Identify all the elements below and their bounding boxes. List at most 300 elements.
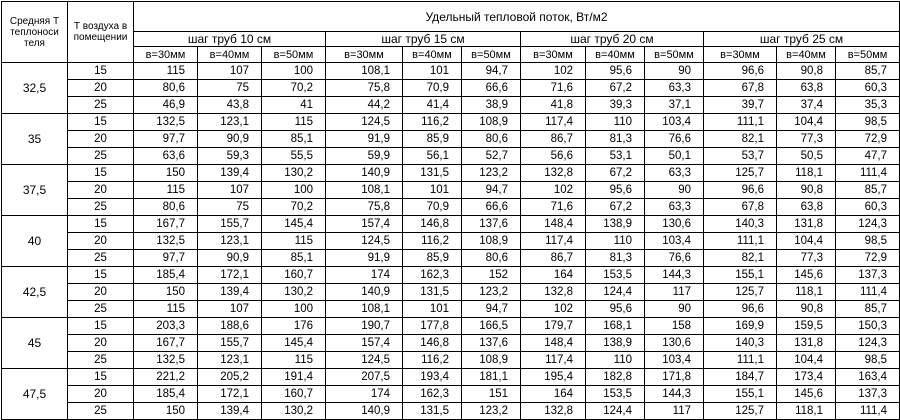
flux-value-cell: 159,5 (777, 318, 836, 335)
flux-value-cell: 195,4 (521, 369, 586, 386)
b-value-header: в=40мм (777, 47, 836, 63)
air-temp-cell: 25 (68, 97, 134, 114)
flux-value-cell: 168,1 (586, 318, 645, 335)
air-temp-cell: 25 (68, 199, 134, 216)
flux-value-cell: 77,3 (777, 131, 836, 148)
b-value-header: в=50мм (645, 47, 704, 63)
flux-value-cell: 102 (521, 182, 586, 199)
flux-value-cell: 50,5 (777, 148, 836, 165)
flux-value-cell: 97,7 (134, 250, 198, 267)
coolant-temp-cell: 35 (2, 114, 68, 165)
flux-value-cell: 115 (134, 63, 198, 80)
flux-value-cell: 157,4 (326, 216, 403, 233)
flux-value-cell: 153,5 (586, 267, 645, 284)
flux-value-cell: 144,3 (645, 267, 704, 284)
flux-value-cell: 185,4 (134, 386, 198, 403)
flux-value-cell: 155,1 (704, 386, 777, 403)
flux-value-cell: 63,8 (777, 80, 836, 97)
flux-value-cell: 55,5 (262, 148, 326, 165)
b-value-header: в=30мм (521, 47, 586, 63)
flux-value-cell: 91,9 (326, 131, 403, 148)
flux-value-cell: 123,1 (198, 352, 262, 369)
flux-value-cell: 111,4 (836, 403, 900, 420)
flux-value-cell: 145,4 (262, 216, 326, 233)
flux-value-cell: 63,6 (134, 148, 198, 165)
air-temp-cell: 15 (68, 114, 134, 131)
flux-value-cell: 111,1 (704, 352, 777, 369)
flux-value-cell: 90 (645, 63, 704, 80)
flux-value-cell: 41 (262, 97, 326, 114)
flux-value-cell: 101 (403, 182, 462, 199)
flux-value-cell: 169,9 (704, 318, 777, 335)
flux-value-cell: 131,8 (777, 335, 836, 352)
flux-value-cell: 117 (645, 403, 704, 420)
flux-value-cell: 108,9 (462, 233, 521, 250)
flux-value-cell: 35,3 (836, 97, 900, 114)
flux-value-cell: 38,9 (462, 97, 521, 114)
flux-value-cell: 37,4 (777, 97, 836, 114)
flux-value-cell: 116,2 (403, 233, 462, 250)
air-temp-cell: 25 (68, 301, 134, 318)
flux-value-cell: 103,4 (645, 233, 704, 250)
table-row (2, 97, 900, 114)
flux-value-cell: 167,7 (134, 335, 198, 352)
flux-value-cell: 108,9 (462, 352, 521, 369)
flux-value-cell: 59,9 (326, 148, 403, 165)
flux-value-cell: 131,5 (403, 284, 462, 301)
flux-value-cell: 94,7 (462, 301, 521, 318)
air-temp-cell: 20 (68, 131, 134, 148)
flux-value-cell: 151 (462, 386, 521, 403)
flux-value-cell: 160,7 (262, 267, 326, 284)
flux-value-cell: 60,3 (836, 199, 900, 216)
flux-value-cell: 115 (262, 114, 326, 131)
table-row (2, 386, 900, 403)
b-value-header: в=50мм (462, 47, 521, 63)
flux-value-cell: 125,7 (704, 284, 777, 301)
flux-value-cell: 43,8 (198, 97, 262, 114)
b-value-header: в=30мм (326, 47, 403, 63)
flux-value-cell: 96,6 (704, 182, 777, 199)
flux-value-cell: 110 (586, 352, 645, 369)
flux-value-cell: 111,4 (836, 284, 900, 301)
flux-value-cell: 137,3 (836, 267, 900, 284)
flux-value-cell: 115 (262, 233, 326, 250)
flux-value-cell: 81,3 (586, 131, 645, 148)
flux-value-cell: 174 (326, 386, 403, 403)
pipe-step-header-2: шаг труб 15 см (326, 32, 521, 47)
table-row (2, 369, 900, 386)
flux-value-cell: 111,4 (836, 165, 900, 182)
flux-value-cell: 139,4 (198, 403, 262, 420)
air-temp-cell: 15 (68, 63, 134, 80)
flux-value-cell: 67,8 (704, 80, 777, 97)
flux-value-cell: 130,6 (645, 335, 704, 352)
flux-value-cell: 67,8 (704, 199, 777, 216)
flux-value-cell: 75 (198, 199, 262, 216)
table-row (2, 267, 900, 284)
flux-value-cell: 150 (134, 284, 198, 301)
coolant-temp-cell: 42,5 (2, 267, 68, 318)
flux-value-cell: 104,4 (777, 352, 836, 369)
flux-value-cell: 75 (198, 80, 262, 97)
flux-value-cell: 140,3 (704, 216, 777, 233)
flux-value-cell: 98,5 (836, 114, 900, 131)
flux-value-cell: 108,1 (326, 63, 403, 80)
flux-value-cell: 76,6 (645, 131, 704, 148)
flux-value-cell: 167,7 (134, 216, 198, 233)
flux-value-cell: 95,6 (586, 63, 645, 80)
flux-value-cell: 85,1 (262, 250, 326, 267)
table-row (2, 216, 900, 233)
flux-value-cell: 96,6 (704, 63, 777, 80)
table-row (2, 284, 900, 301)
flux-value-cell: 145,6 (777, 386, 836, 403)
flux-value-cell: 152 (462, 267, 521, 284)
flux-value-cell: 164 (521, 386, 586, 403)
flux-value-cell: 96,6 (704, 301, 777, 318)
flux-value-cell: 85,7 (836, 63, 900, 80)
flux-value-cell: 108,1 (326, 182, 403, 199)
flux-value-cell: 75,8 (326, 199, 403, 216)
flux-value-cell: 139,4 (198, 165, 262, 182)
flux-value-cell: 100 (262, 63, 326, 80)
flux-value-cell: 102 (521, 301, 586, 318)
flux-value-cell: 108,1 (326, 301, 403, 318)
air-temp-cell: 25 (68, 403, 134, 420)
b-value-header: в=30мм (704, 47, 777, 63)
flux-value-cell: 71,6 (521, 199, 586, 216)
flux-value-cell: 137,6 (462, 335, 521, 352)
flux-value-cell: 146,8 (403, 216, 462, 233)
flux-value-cell: 146,8 (403, 335, 462, 352)
flux-value-cell: 39,3 (586, 97, 645, 114)
table-row (2, 335, 900, 352)
flux-value-cell: 107 (198, 63, 262, 80)
coolant-temp-cell: 40 (2, 216, 68, 267)
flux-value-cell: 60,3 (836, 80, 900, 97)
flux-value-cell: 72,9 (836, 131, 900, 148)
pipe-step-header-4: шаг труб 25 см (704, 32, 900, 47)
flux-value-cell: 140,3 (704, 335, 777, 352)
flux-value-cell: 182,8 (586, 369, 645, 386)
table-row (2, 352, 900, 369)
flux-value-cell: 153,5 (586, 386, 645, 403)
flux-value-cell: 124,5 (326, 114, 403, 131)
flux-value-cell: 90,8 (777, 182, 836, 199)
flux-value-cell: 145,4 (262, 335, 326, 352)
flux-value-cell: 131,5 (403, 403, 462, 420)
b-value-header: в=30мм (134, 47, 198, 63)
table-row (2, 318, 900, 335)
flux-value-cell: 85,7 (836, 182, 900, 199)
flux-value-cell: 123,1 (198, 114, 262, 131)
flux-value-cell: 155,7 (198, 335, 262, 352)
flux-value-cell: 131,5 (403, 165, 462, 182)
flux-value-cell: 86,7 (521, 131, 586, 148)
coolant-temp-cell: 37,5 (2, 165, 68, 216)
flux-value-cell: 158 (645, 318, 704, 335)
air-temp-cell: 20 (68, 80, 134, 97)
flux-value-cell: 104,4 (777, 114, 836, 131)
flux-value-cell: 132,8 (521, 284, 586, 301)
flux-value-cell: 108,9 (462, 114, 521, 131)
flux-value-cell: 59,3 (198, 148, 262, 165)
b-value-header: в=40мм (198, 47, 262, 63)
coolant-temp-cell: 32,5 (2, 63, 68, 114)
flux-value-cell: 130,2 (262, 284, 326, 301)
flux-value-cell: 144,3 (645, 386, 704, 403)
b-value-header: в=40мм (586, 47, 645, 63)
air-temp-cell: 15 (68, 318, 134, 335)
flux-value-cell: 85,9 (403, 250, 462, 267)
flux-value-cell: 130,6 (645, 216, 704, 233)
flux-value-cell: 207,5 (326, 369, 403, 386)
flux-value-cell: 46,9 (134, 97, 198, 114)
flux-value-cell: 118,1 (777, 403, 836, 420)
flux-value-cell: 115 (134, 182, 198, 199)
flux-value-cell: 111,1 (704, 114, 777, 131)
table-row (2, 403, 900, 420)
flux-value-cell: 111,1 (704, 233, 777, 250)
table-row (2, 63, 900, 80)
flux-value-cell: 103,4 (645, 352, 704, 369)
flux-value-cell: 179,7 (521, 318, 586, 335)
flux-value-cell: 94,7 (462, 63, 521, 80)
flux-value-cell: 67,2 (586, 165, 645, 182)
b-value-header: в=50мм (262, 47, 326, 63)
flux-value-cell: 85,9 (403, 131, 462, 148)
flux-value-cell: 124,5 (326, 352, 403, 369)
flux-value-cell: 53,1 (586, 148, 645, 165)
flux-value-cell: 124,4 (586, 403, 645, 420)
flux-value-cell: 90,9 (198, 131, 262, 148)
flux-value-cell: 137,6 (462, 216, 521, 233)
flux-value-cell: 124,5 (326, 233, 403, 250)
table-row (2, 199, 900, 216)
flux-value-cell: 117,4 (521, 352, 586, 369)
coolant-temp-cell: 45 (2, 318, 68, 369)
flux-value-cell: 77,3 (777, 250, 836, 267)
flux-value-cell: 190,7 (326, 318, 403, 335)
flux-value-cell: 80,6 (134, 80, 198, 97)
table-row (2, 165, 900, 182)
flux-value-cell: 132,8 (521, 165, 586, 182)
heat-flux-table (1, 1, 900, 420)
flux-value-cell: 90,8 (777, 301, 836, 318)
flux-value-cell: 115 (262, 352, 326, 369)
flux-value-cell: 173,4 (777, 369, 836, 386)
flux-value-cell: 148,4 (521, 335, 586, 352)
flux-value-cell: 70,2 (262, 199, 326, 216)
flux-value-cell: 103,4 (645, 114, 704, 131)
flux-value-cell: 50,1 (645, 148, 704, 165)
flux-value-cell: 172,1 (198, 267, 262, 284)
flux-value-cell: 66,6 (462, 80, 521, 97)
flux-value-cell: 70,9 (403, 80, 462, 97)
flux-value-cell: 176 (262, 318, 326, 335)
flux-value-cell: 163,4 (836, 369, 900, 386)
flux-value-cell: 150,3 (836, 318, 900, 335)
flux-value-cell: 138,9 (586, 335, 645, 352)
flux-value-cell: 37,1 (645, 97, 704, 114)
flux-value-cell: 117,4 (521, 114, 586, 131)
flux-value-cell: 162,3 (403, 386, 462, 403)
flux-value-cell: 150 (134, 403, 198, 420)
flux-value-cell: 172,1 (198, 386, 262, 403)
flux-value-cell: 67,2 (586, 199, 645, 216)
flux-value-cell: 132,8 (521, 403, 586, 420)
air-temp-cell: 20 (68, 182, 134, 199)
flux-value-cell: 82,1 (704, 131, 777, 148)
flux-value-cell: 80,6 (462, 131, 521, 148)
flux-value-cell: 85,7 (836, 301, 900, 318)
flux-value-cell: 82,1 (704, 250, 777, 267)
flux-value-cell: 124,3 (836, 216, 900, 233)
flux-value-cell: 124,3 (836, 335, 900, 352)
flux-value-cell: 47,7 (836, 148, 900, 165)
flux-value-cell: 94,7 (462, 182, 521, 199)
air-temp-cell: 25 (68, 352, 134, 369)
flux-value-cell: 98,5 (836, 352, 900, 369)
flux-value-cell: 115 (134, 301, 198, 318)
flux-value-cell: 90 (645, 182, 704, 199)
flux-value-cell: 110 (586, 114, 645, 131)
flux-value-cell: 100 (262, 182, 326, 199)
table-row (2, 182, 900, 199)
flux-value-cell: 63,3 (645, 80, 704, 97)
air-temp-cell: 25 (68, 250, 134, 267)
flux-value-cell: 100 (262, 301, 326, 318)
flux-value-cell: 110 (586, 233, 645, 250)
coolant-temp-header: Средняя Т теплоноси теля (2, 2, 68, 63)
table-row (2, 114, 900, 131)
flux-value-cell: 191,4 (262, 369, 326, 386)
flux-value-cell: 63,3 (645, 199, 704, 216)
flux-value-cell: 123,2 (462, 284, 521, 301)
flux-value-cell: 39,7 (704, 97, 777, 114)
coolant-temp-cell: 47,5 (2, 369, 68, 420)
flux-value-cell: 116,2 (403, 114, 462, 131)
flux-value-cell: 123,2 (462, 165, 521, 182)
flux-value-cell: 71,6 (521, 80, 586, 97)
air-temp-cell: 20 (68, 233, 134, 250)
flux-value-cell: 205,2 (198, 369, 262, 386)
flux-value-cell: 203,3 (134, 318, 198, 335)
flux-value-cell: 185,4 (134, 267, 198, 284)
flux-value-cell: 150 (134, 165, 198, 182)
table-row (2, 148, 900, 165)
flux-value-cell: 80,6 (462, 250, 521, 267)
flux-value-cell: 139,4 (198, 284, 262, 301)
air-temp-cell: 25 (68, 148, 134, 165)
flux-value-cell: 177,8 (403, 318, 462, 335)
flux-value-cell: 116,2 (403, 352, 462, 369)
flux-value-cell: 118,1 (777, 284, 836, 301)
air-temp-cell: 15 (68, 165, 134, 182)
table-row (2, 80, 900, 97)
flux-value-cell: 107 (198, 301, 262, 318)
flux-value-cell: 80,6 (134, 199, 198, 216)
flux-value-cell: 132,5 (134, 233, 198, 250)
flux-value-cell: 184,7 (704, 369, 777, 386)
air-temp-cell: 20 (68, 386, 134, 403)
flux-value-cell: 130,2 (262, 165, 326, 182)
air-temp-cell: 20 (68, 284, 134, 301)
flux-value-cell: 125,7 (704, 165, 777, 182)
flux-value-cell: 140,9 (326, 284, 403, 301)
heat-flux-header: Удельный тепловой поток, Вт/м2 (134, 2, 900, 32)
flux-value-cell: 70,9 (403, 199, 462, 216)
flux-value-cell: 157,4 (326, 335, 403, 352)
flux-value-cell: 118,1 (777, 165, 836, 182)
table-row (2, 131, 900, 148)
pipe-step-header-1: шаг труб 10 см (134, 32, 326, 47)
flux-value-cell: 52,7 (462, 148, 521, 165)
flux-value-cell: 72,9 (836, 250, 900, 267)
flux-value-cell: 41,8 (521, 97, 586, 114)
flux-value-cell: 41,4 (403, 97, 462, 114)
flux-value-cell: 63,8 (777, 199, 836, 216)
flux-value-cell: 63,3 (645, 165, 704, 182)
air-temp-cell: 15 (68, 216, 134, 233)
flux-value-cell: 86,7 (521, 250, 586, 267)
flux-value-cell: 66,6 (462, 199, 521, 216)
flux-value-cell: 98,5 (836, 233, 900, 250)
flux-value-cell: 137,3 (836, 386, 900, 403)
air-temp-header: Т воздуха в помещении (68, 2, 134, 63)
flux-value-cell: 67,2 (586, 80, 645, 97)
flux-value-cell: 164 (521, 267, 586, 284)
flux-value-cell: 97,7 (134, 131, 198, 148)
flux-value-cell: 166,5 (462, 318, 521, 335)
flux-value-cell: 145,6 (777, 267, 836, 284)
flux-value-cell: 171,8 (645, 369, 704, 386)
flux-value-cell: 174 (326, 267, 403, 284)
flux-value-cell: 56,6 (521, 148, 586, 165)
flux-value-cell: 44,2 (326, 97, 403, 114)
flux-value-cell: 123,2 (462, 403, 521, 420)
flux-value-cell: 76,6 (645, 250, 704, 267)
flux-value-cell: 91,9 (326, 250, 403, 267)
flux-value-cell: 101 (403, 63, 462, 80)
flux-value-cell: 107 (198, 182, 262, 199)
flux-value-cell: 95,6 (586, 301, 645, 318)
flux-value-cell: 101 (403, 301, 462, 318)
table-row (2, 233, 900, 250)
flux-value-cell: 90,9 (198, 250, 262, 267)
flux-value-cell: 104,4 (777, 233, 836, 250)
flux-value-cell: 56,1 (403, 148, 462, 165)
b-value-header: в=40мм (403, 47, 462, 63)
flux-value-cell: 148,4 (521, 216, 586, 233)
table-row (2, 250, 900, 267)
b-value-header: в=50мм (836, 47, 900, 63)
flux-value-cell: 193,4 (403, 369, 462, 386)
flux-value-cell: 140,9 (326, 165, 403, 182)
flux-value-cell: 123,1 (198, 233, 262, 250)
flux-value-cell: 162,3 (403, 267, 462, 284)
flux-value-cell: 160,7 (262, 386, 326, 403)
flux-value-cell: 221,2 (134, 369, 198, 386)
flux-value-cell: 181,1 (462, 369, 521, 386)
flux-value-cell: 130,2 (262, 403, 326, 420)
flux-value-cell: 81,3 (586, 250, 645, 267)
flux-value-cell: 117 (645, 284, 704, 301)
flux-value-cell: 131,8 (777, 216, 836, 233)
flux-value-cell: 124,4 (586, 284, 645, 301)
flux-value-cell: 53,7 (704, 148, 777, 165)
